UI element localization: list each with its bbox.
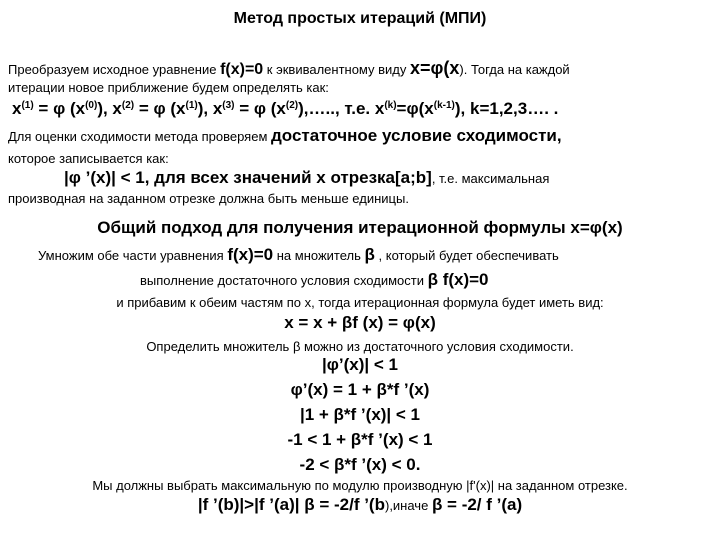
intro-text: ). Тогда на каждой <box>459 62 570 77</box>
comma: , <box>556 126 562 145</box>
equation-fx: f(x)=0 <box>220 61 264 78</box>
seq-part: ), k=1,2,3…. . <box>454 99 559 118</box>
seq-sup: (3) <box>222 100 235 111</box>
seq-part: = φ (x <box>234 99 286 118</box>
seq-sup: (2) <box>121 100 135 111</box>
final-line <box>0 495 720 515</box>
derivation-step-2: φ’(x) = 1 + β*f ’(x) <box>290 380 430 399</box>
seq-sup: (1) <box>21 100 34 111</box>
derivation-step-5: -2 < β*f ’(x) < 0. <box>299 455 421 474</box>
multiply-line <box>38 245 559 265</box>
intro-line-2: итерации новое приближение будем определять как: <box>8 80 329 95</box>
sufficient-text: Для оценки сходимости метода проверяем <box>8 129 271 144</box>
seq-sup: (1) <box>185 100 198 111</box>
seq-part: ),….., т.е. x <box>298 99 385 118</box>
condition-line <box>64 168 549 188</box>
derivation-step-3: |1 + β*f ’(x)| < 1 <box>299 405 421 424</box>
multiply-line-2 <box>140 270 489 290</box>
seq-sup: (k-1) <box>433 100 455 111</box>
seq-part: ), x <box>97 99 122 118</box>
condition-formula: |φ ’(x)| < 1, для всех значений x отрезка[a;b] <box>64 168 432 187</box>
final-part: β = -2/f ’(b <box>304 495 385 514</box>
beta-equation: β f(x)=0 <box>427 270 489 289</box>
iteration-sequence <box>12 99 558 119</box>
multiply-text: выполнение достаточного условия сходимости <box>140 273 428 288</box>
final-part: |f ’(b)|>|f ’(a)| <box>197 495 305 514</box>
multiply-text: Умножим обе части уравнения <box>38 248 228 263</box>
page-title: Метод простых итераций (МПИ) <box>233 10 487 27</box>
multiply-text: , который будет обеспечивать <box>374 248 559 263</box>
add-line: и прибавим к обеим частям по x, тогда итерационная формула будет иметь вид: <box>116 295 604 310</box>
sufficient-line-2: которое записывается как: <box>8 151 169 166</box>
derivation-step-1: |φ’(x)| < 1 <box>321 355 398 374</box>
seq-sup: (k) <box>384 100 397 111</box>
final-part: β = -2/ f ’(a) <box>431 495 523 514</box>
equation-fx: f(x)=0 <box>227 245 274 264</box>
condition-line-2: производная на заданном отрезке должна быть меньше единицы. <box>8 191 409 206</box>
condition-text: , т.е. максимальная <box>431 171 550 186</box>
sufficient-line-1 <box>8 126 562 146</box>
derivation-step-4: -1 < 1 + β*f ’(x) < 1 <box>287 430 433 449</box>
seq-part: x <box>12 99 22 118</box>
note-line: Мы должны выбрать максимальную по модулю производную |f'(x)| на заданном отрезке. <box>92 478 628 493</box>
general-heading: Общий подход для получения итерационной формулы x=φ(x) <box>97 218 623 237</box>
equation-x-phi: x=φ(x <box>410 58 460 78</box>
sufficient-condition-term: достаточное условие сходимости <box>271 126 557 145</box>
intro-text: Преобразуем исходное уравнение <box>8 62 221 77</box>
determine-line: Определить множитель β можно из достаточного условия сходимости. <box>146 339 574 354</box>
seq-sup: (0) <box>85 100 98 111</box>
multiply-text: на множитель <box>273 248 365 263</box>
seq-sup: (2) <box>285 100 299 111</box>
intro-line-1 <box>8 58 570 79</box>
seq-part: = φ (x <box>33 99 86 118</box>
seq-part: ), x <box>197 99 223 118</box>
beta-symbol: β <box>364 245 375 264</box>
intro-text: к эквивалентному виду <box>263 62 410 77</box>
iteration-formula: x = x + βf (x) = φ(x) <box>284 313 436 332</box>
seq-part: =φ(x <box>396 99 434 118</box>
final-otherwise: ),иначе <box>384 498 432 513</box>
seq-part: = φ (x <box>134 99 186 118</box>
